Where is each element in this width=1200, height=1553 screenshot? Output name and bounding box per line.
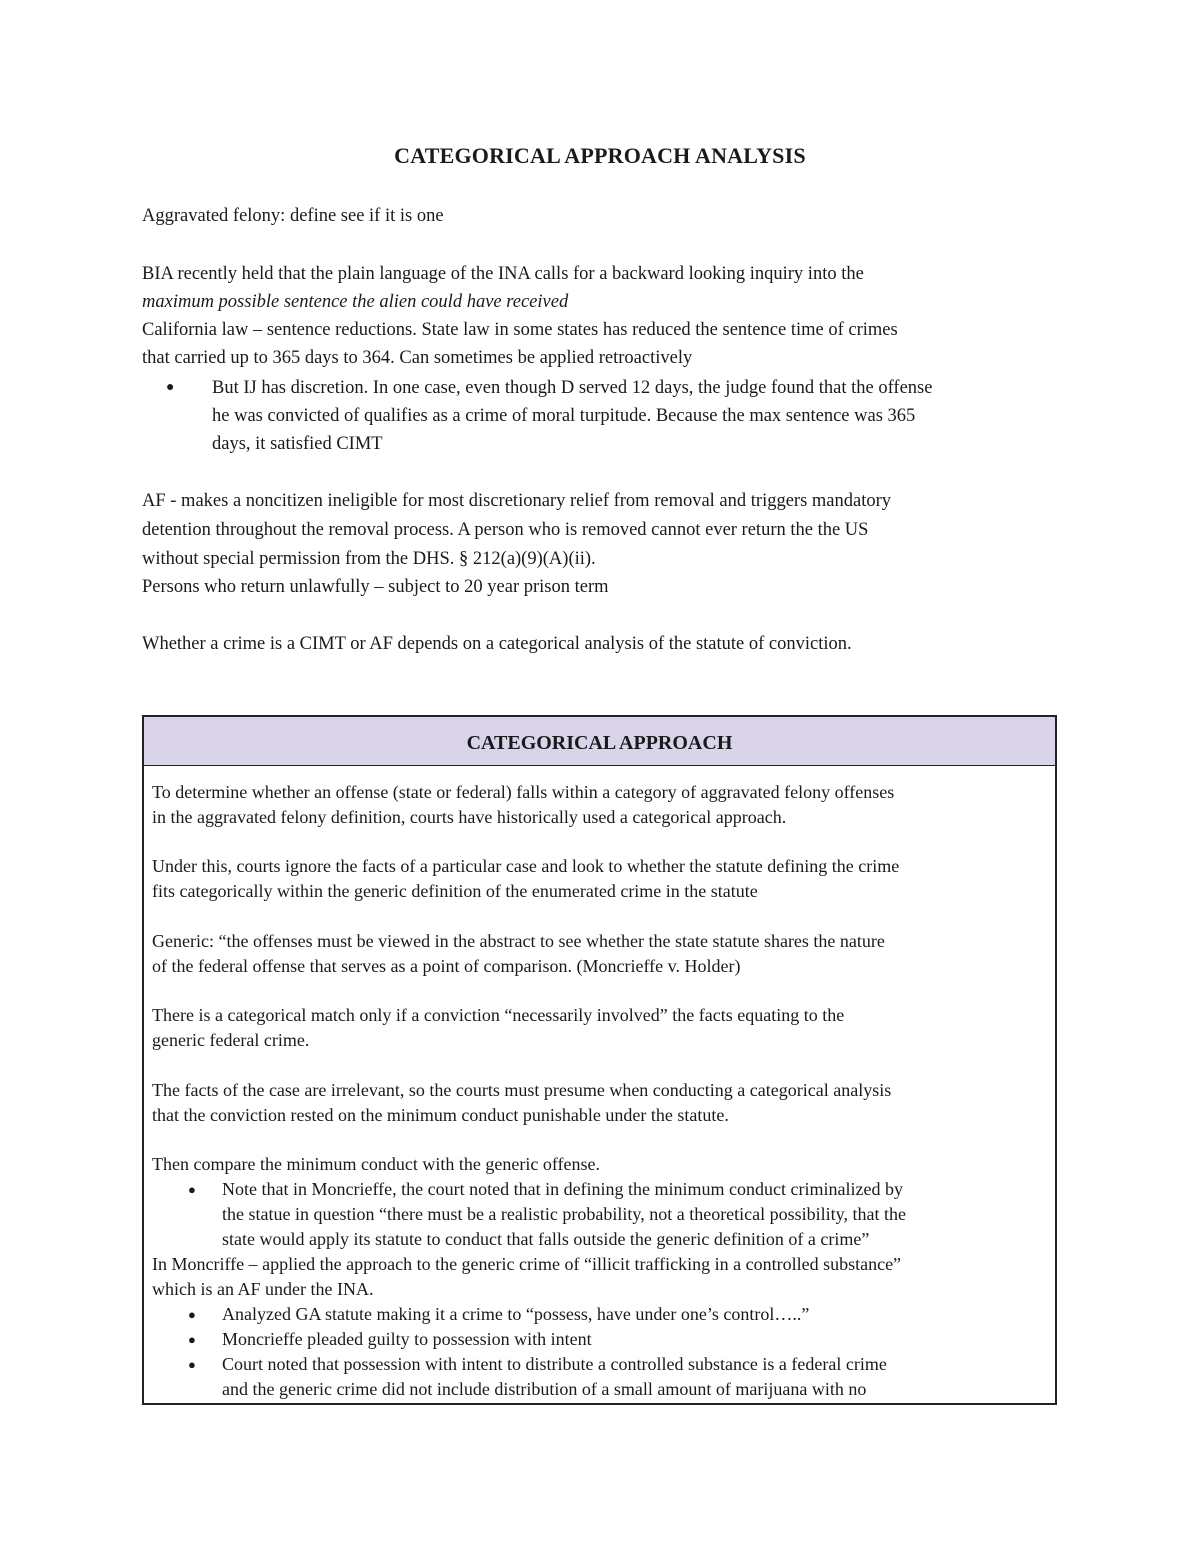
table-text-line: generic federal crime.: [152, 1030, 310, 1050]
table-text-line: Under this, courts ignore the facts of a particular case and look to whether the statute defining the crime: [152, 856, 900, 876]
bullet-line: he was convicted of qualifies as a crime of moral turpitude. Because the max sentence was 365: [212, 406, 916, 426]
table-text-line: To determine whether an offense (state or federal) falls within a category of aggravated felony offenses: [152, 782, 895, 802]
table-text-line: Generic: “the offenses must be viewed in the abstract to see whether the state statute shares the nature: [152, 931, 885, 951]
table-text-line: The facts of the case are irrelevant, so the courts must presume when conducting a categorical analysis: [152, 1080, 892, 1100]
table-bullet-line: the statue in question “there must be a realistic probability, not a theoretical possibility, that the: [222, 1204, 906, 1224]
intro-line: California law – sentence reductions. State law in some states has reduced the sentence time of crimes: [142, 320, 898, 340]
table-bullet-line: Analyzed GA statute making it a crime to “possess, have under one’s control…..”: [222, 1304, 810, 1324]
table-text-line: of the federal offense that serves as a point of comparison. (Moncrieffe v. Holder): [152, 956, 741, 976]
table-bullet-line: and the generic crime did not include distribution of a small amount of marijuana with no: [222, 1379, 867, 1399]
intro-line: that carried up to 365 days to 364. Can sometimes be applied retroactively: [142, 348, 693, 368]
table-header: CATEGORICAL APPROACH: [144, 717, 1055, 766]
intro-line: Aggravated felony: define see if it is one: [142, 206, 444, 226]
intro-line: Persons who return unlawfully – subject to 20 year prison term: [142, 577, 609, 597]
intro-line: BIA recently held that the plain language of the INA calls for a backward looking inquiry into the: [142, 264, 864, 284]
table-text-line: in the aggravated felony definition, courts have historically used a categorical approach.: [152, 807, 787, 827]
bullet-icon: ●: [166, 380, 175, 395]
table-text-line: that the conviction rested on the minimum conduct punishable under the statute.: [152, 1105, 729, 1125]
bullet-icon: ●: [188, 1357, 196, 1372]
table-text-line: In Moncriffe – applied the approach to the generic crime of “illicit trafficking in a controlled substance”: [152, 1254, 902, 1274]
table-text-line: There is a categorical match only if a conviction “necessarily involved” the facts equating to the: [152, 1005, 845, 1025]
table-bullet-line: Moncrieffe pleaded guilty to possession with intent: [222, 1329, 592, 1349]
intro-line: Whether a crime is a CIMT or AF depends on a categorical analysis of the statute of conviction.: [142, 634, 852, 654]
bullet-line: But IJ has discretion. In one case, even though D served 12 days, the judge found that the offense: [212, 378, 933, 398]
table-bullet-line: state would apply its statute to conduct that falls outside the generic definition of a crime”: [222, 1229, 870, 1249]
table-text-line: which is an AF under the INA.: [152, 1279, 374, 1299]
intro-italic-line: maximum possible sentence the alien could have received: [142, 292, 569, 312]
document-title: CATEGORICAL APPROACH ANALYSIS: [394, 143, 806, 168]
table-bullet-line: Court noted that possession with intent to distribute a controlled substance is a federal crime: [222, 1354, 887, 1374]
intro-line: AF - makes a noncitizen ineligible for most discretionary relief from removal and triggers mandatory: [142, 491, 892, 511]
table-text-line: fits categorically within the generic definition of the enumerated crime in the statute: [152, 881, 758, 901]
categorical-approach-table: [142, 715, 1057, 1405]
intro-line: without special permission from the DHS. § 212(a)(9)(A)(ii).: [142, 549, 596, 569]
bullet-line: days, it satisfied CIMT: [212, 434, 383, 454]
bullet-icon: ●: [188, 1307, 196, 1322]
intro-line: detention throughout the removal process. A person who is removed cannot ever return the the US: [142, 520, 869, 540]
table-bullet-line: Note that in Moncrieffe, the court noted that in defining the minimum conduct criminalized by: [222, 1179, 903, 1199]
bullet-icon: ●: [188, 1332, 196, 1347]
bullet-icon: ●: [188, 1182, 196, 1197]
table-text-line: Then compare the minimum conduct with the generic offense.: [152, 1154, 601, 1174]
